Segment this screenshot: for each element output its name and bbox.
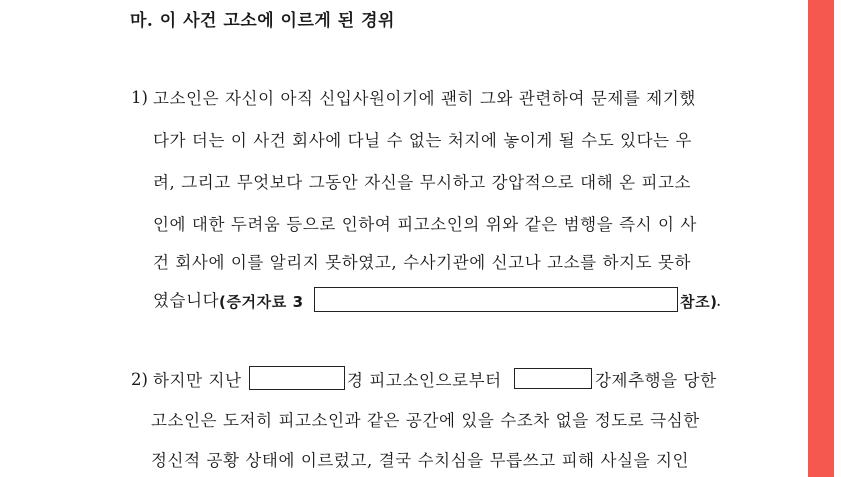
- paragraph-2-line-2: 고소인은 도저히 피고소인과 같은 공간에 있을 수조차 없을 정도로 극심한: [151, 411, 700, 430]
- paragraph-1-line-1: 고소인은 자신이 아직 신입사원이기에 괜히 그와 관련하여 문제를 제기했: [153, 89, 696, 108]
- evidence-reference-open: (증거자료 3: [219, 293, 304, 311]
- paragraph-2-line-1-b: 경 피고소인으로부터: [347, 371, 502, 390]
- paragraph-2-line-3: 정신적 공황 상태에 이르렀고, 결국 수치심을 무릅쓰고 피해 사실을 지인: [151, 451, 690, 470]
- paragraph-1-line-5: 건 회사에 이를 알리지 못하였고, 수사기관에 신고나 고소를 하지도 못하: [153, 253, 692, 272]
- red-margin-bar: [808, 0, 834, 477]
- page-edge: [834, 0, 841, 477]
- redaction-box-evidence: [314, 287, 678, 312]
- paragraph-1-line-6-start: 였습니다: [153, 291, 220, 310]
- redaction-box-date: [249, 366, 345, 390]
- paragraph-2-number: 2): [131, 370, 148, 389]
- paragraph-2-line-1-a: 하지만 지난: [153, 371, 242, 390]
- paragraph-1-period: .: [716, 291, 722, 310]
- paragraph-1-line-2: 다가 더는 이 사건 회사에 다닐 수 없는 처지에 놓이게 될 수도 있다는 우: [153, 131, 693, 150]
- evidence-reference-close: 참조): [680, 293, 718, 311]
- paragraph-2-line-1-c: 강제추행을 당한: [595, 371, 717, 390]
- paragraph-1-line-4: 인에 대한 두려움 등으로 인하여 피고소인의 위와 같은 범행을 즉시 이 사: [153, 215, 697, 234]
- section-heading: 마. 이 사건 고소에 이르게 된 경위: [130, 11, 395, 31]
- redaction-box-location: [514, 368, 592, 389]
- paragraph-1-number: 1): [131, 88, 148, 107]
- paragraph-1-line-3: 려, 그리고 무엇보다 그동안 자신을 무시하고 강압적으로 대해 온 피고소: [153, 173, 692, 192]
